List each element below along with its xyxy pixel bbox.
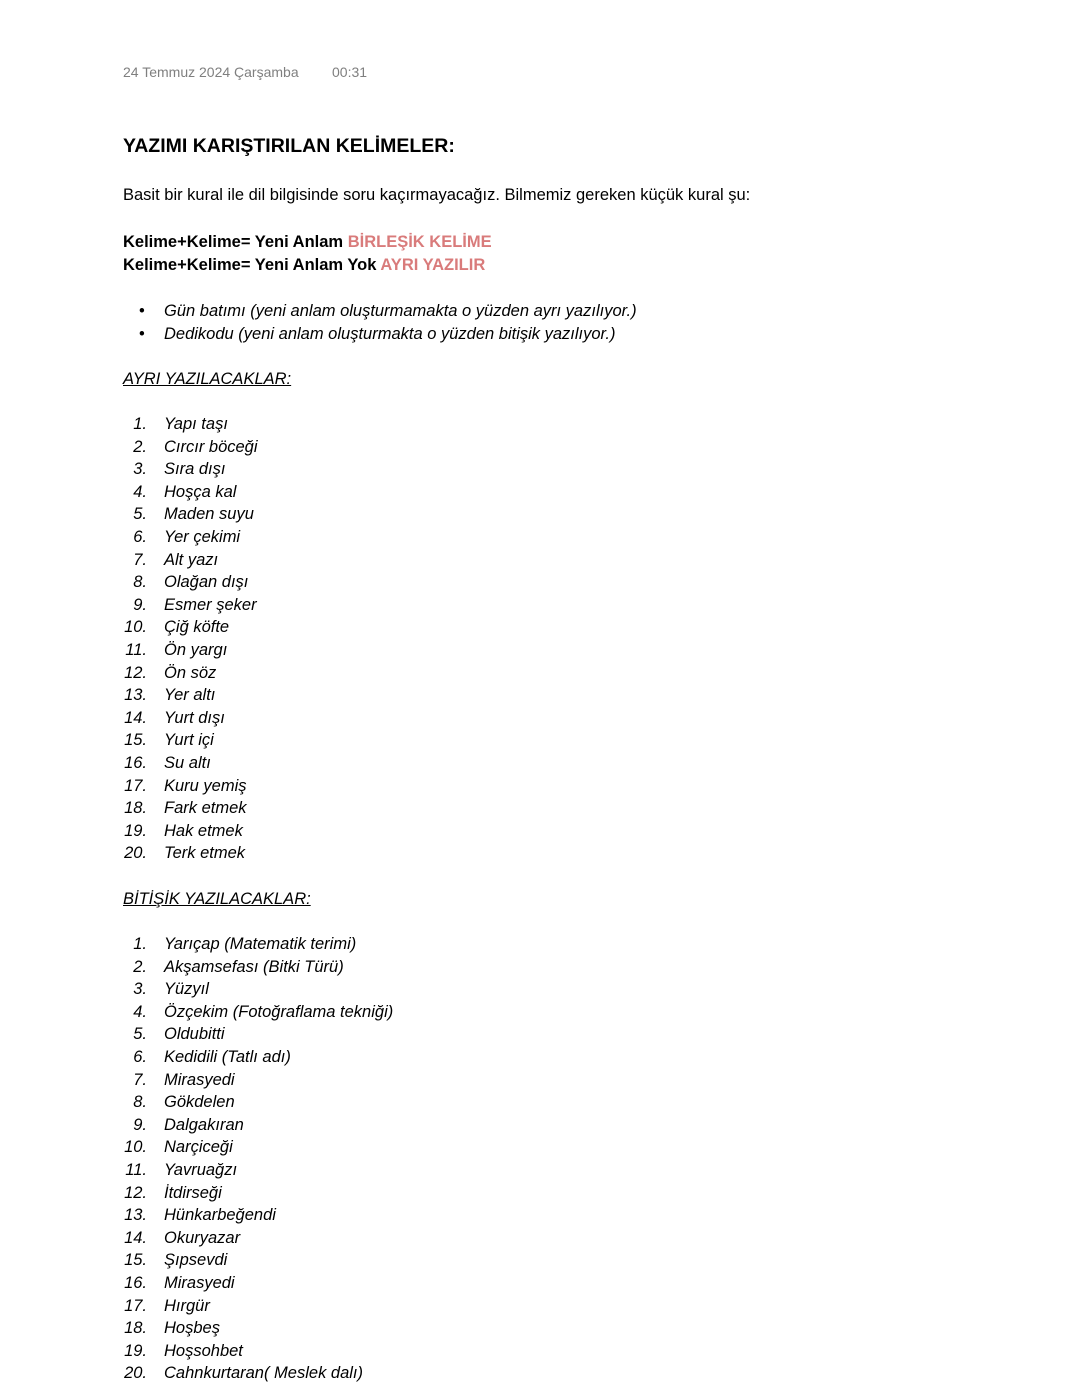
list-item-text: Sıra dışı xyxy=(164,460,226,479)
list-item-number: 11. xyxy=(125,1160,147,1179)
list-item xyxy=(123,323,637,346)
list-item-text: Yer altı xyxy=(164,686,216,705)
list-item-text: İtdirseği xyxy=(164,1183,222,1202)
list-item-text: Olağan dışı xyxy=(164,573,249,592)
list-item-text: Yurt dışı xyxy=(164,708,225,727)
list-item-number: 3. xyxy=(133,460,147,479)
list-item-number: 19. xyxy=(124,821,147,840)
rule-text: Kelime+Kelime= Yeni Anlam Yok xyxy=(123,256,381,274)
list-item-number: 4. xyxy=(133,1002,147,1021)
list-item-text: Maden suyu xyxy=(164,505,254,524)
list-item-number: 6. xyxy=(133,527,147,546)
separate-heading: AYRI YAZILACAKLAR: xyxy=(123,370,292,388)
list-item-number: 10. xyxy=(124,1138,147,1157)
list-item-number: 16. xyxy=(124,753,147,772)
rule-accent: BİRLEŞİK KELİME xyxy=(347,233,492,251)
list-item-number: 8. xyxy=(133,1093,147,1112)
rule-compound xyxy=(123,233,492,252)
list-item-text: Çiğ köfte xyxy=(164,618,230,637)
intro-paragraph: Basit bir kural ile dil bilgisinde soru kaçırmayacağız. Bilmemiz gereken küçük kural şu: xyxy=(123,186,751,204)
list-item-text: Gökdelen xyxy=(164,1093,235,1112)
rule-text: Kelime+Kelime= Yeni Anlam xyxy=(123,233,348,251)
list-item-text: Yüzyıl xyxy=(164,980,209,999)
list-item-text: Dedikodu (yeni anlam oluşturmakta o yüzden bitişik yazılıyor.) xyxy=(164,325,616,343)
list-item-text: Kedidili (Tatlı adı) xyxy=(164,1047,291,1066)
list-item xyxy=(123,300,637,323)
list-item-number: 12. xyxy=(124,663,147,682)
list-item-text: Akşamsefası (Bitki Türü) xyxy=(164,957,344,976)
list-item-text: Fark etmek xyxy=(164,799,247,818)
list-item-text: Yarıçap (Matematik terimi) xyxy=(164,935,357,953)
list-item-number: 10. xyxy=(124,618,147,637)
bullet-icon: • xyxy=(139,325,145,343)
list-item-text: Yavruağzı xyxy=(164,1160,238,1179)
list-item-number: 4. xyxy=(133,482,147,501)
list-item-text: Hoşbeş xyxy=(164,1319,220,1338)
list-item-text: Yapı taşı xyxy=(164,415,228,433)
joined-heading: BİTİŞİK YAZILACAKLAR: xyxy=(123,890,311,908)
list-item-text: Ön söz xyxy=(164,663,217,682)
list-item-text: Hoşsohbet xyxy=(164,1341,243,1360)
list-item-number: 5. xyxy=(133,505,147,524)
list-item-text: Ön yargı xyxy=(164,640,228,659)
list-item-number: 9. xyxy=(133,1115,147,1134)
list-item-text: Özçekim (Fotoğraflama tekniği) xyxy=(164,1002,394,1021)
list-item-number: 20. xyxy=(124,1364,147,1383)
list-item-text: Su altı xyxy=(164,753,211,772)
list-item-text: Oldubitti xyxy=(164,1025,225,1044)
rule-accent: AYRI YAZILIR xyxy=(380,256,486,274)
list-item-text: Cahnkurtaran( Meslek dalı) xyxy=(164,1364,363,1383)
list-item-number: 13. xyxy=(124,1206,147,1225)
list-item-number: 8. xyxy=(133,573,147,592)
list-item-number: 12. xyxy=(124,1183,147,1202)
list-item-text: Mirasyedi xyxy=(164,1273,235,1292)
list-item-text: Alt yazı xyxy=(164,550,219,569)
list-item-text: Hak etmek xyxy=(164,821,243,840)
list-item-number: 18. xyxy=(124,799,147,818)
list-item-text: Dalgakıran xyxy=(164,1115,244,1134)
example-bullets xyxy=(123,300,637,346)
list-item-number: 19. xyxy=(124,1341,147,1360)
list-item-text: Narçiceği xyxy=(164,1138,233,1157)
list-item-number: 16. xyxy=(124,1273,147,1292)
list-item-text: Hünkarbeğendi xyxy=(164,1206,276,1225)
list-item-text: Cırcır böceği xyxy=(164,437,258,456)
list-item-text: Yer çekimi xyxy=(164,527,241,546)
list-item-text: Esmer şeker xyxy=(164,595,257,614)
note-metadata xyxy=(123,64,368,80)
list-item-number: 2. xyxy=(133,957,147,976)
list-item-number: 11. xyxy=(125,640,147,659)
list-item-number: 13. xyxy=(124,686,147,705)
list-item-number: 1. xyxy=(133,935,147,953)
list-item-number: 15. xyxy=(124,1251,147,1270)
list-item-text: Şıpsevdi xyxy=(164,1251,228,1270)
list-item-number: 3. xyxy=(133,980,147,999)
list-item-number: 14. xyxy=(124,708,147,727)
list-item-number: 9. xyxy=(133,595,147,614)
list-item-number: 15. xyxy=(124,731,147,750)
note-time: 00:31 xyxy=(332,64,368,80)
list-item-number: 14. xyxy=(124,1228,147,1247)
list-item-text: Hırgür xyxy=(164,1296,210,1315)
list-item-number: 20. xyxy=(124,844,147,863)
list-item-text: Gün batımı (yeni anlam oluşturmamakta o yüzden ayrı yazılıyor.) xyxy=(164,302,637,320)
list-item-number: 6. xyxy=(133,1047,147,1066)
rule-separate xyxy=(123,256,485,275)
note-date: 24 Temmuz 2024 Çarşamba xyxy=(123,64,299,80)
list-item-text: Terk etmek xyxy=(164,844,246,863)
list-item-text: Okuryazar xyxy=(164,1228,241,1247)
list-item-number: 2. xyxy=(133,437,147,456)
list-item-text: Kuru yemiş xyxy=(164,776,247,795)
list-item-text: Hoşça kal xyxy=(164,482,237,501)
list-item-text: Yurt içi xyxy=(164,731,214,750)
list-item-number: 17. xyxy=(124,1296,147,1315)
page-title: YAZIMI KARIŞTIRILAN KELİMELER: xyxy=(123,135,455,157)
list-item-number: 5. xyxy=(133,1025,147,1044)
list-item-number: 7. xyxy=(133,550,147,569)
list-item-number: 7. xyxy=(133,1070,147,1089)
bullet-icon: • xyxy=(139,302,145,320)
list-item-text: Mirasyedi xyxy=(164,1070,235,1089)
list-item-number: 18. xyxy=(124,1319,147,1338)
list-item-number: 17. xyxy=(124,776,147,795)
list-item-number: 1. xyxy=(133,415,147,433)
